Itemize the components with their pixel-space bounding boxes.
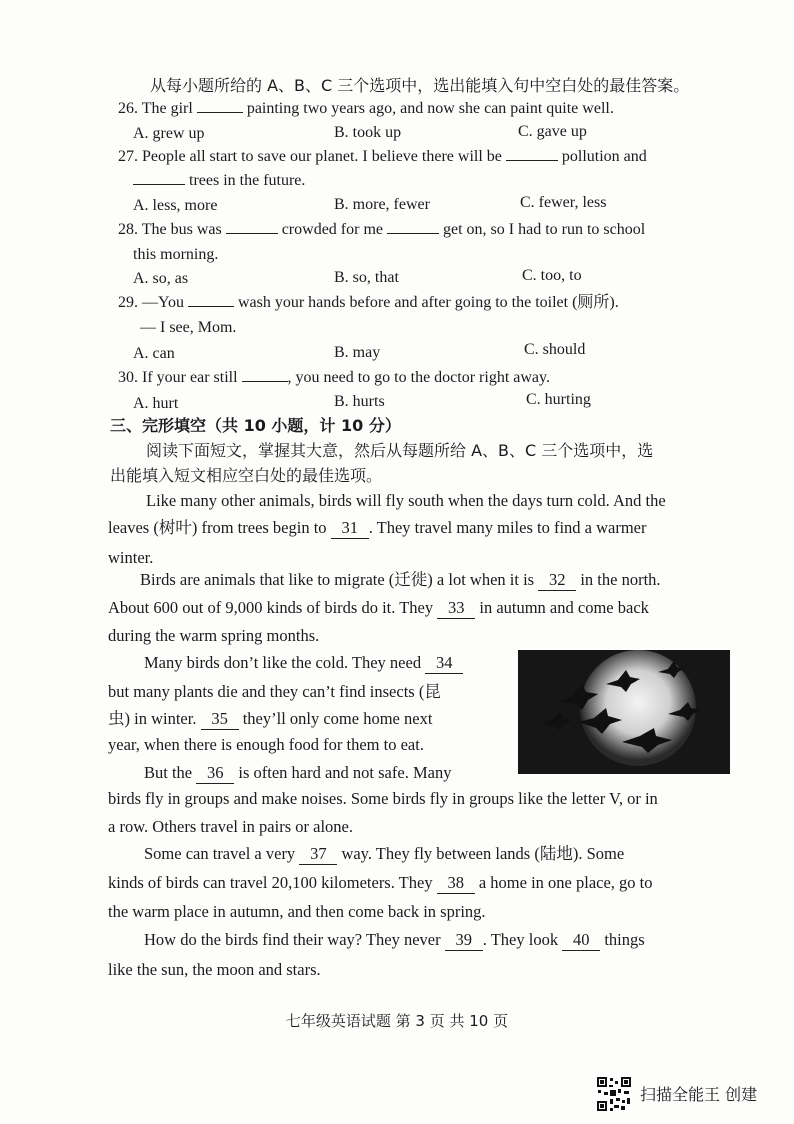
blank	[197, 112, 243, 113]
passage-line: but many plants die and they can’t find insects (昆	[108, 682, 441, 701]
question-27-cont: trees in the future.	[133, 171, 305, 191]
passage-line: leaves (树叶) from trees begin to 31 . They travel many miles to find a warmer	[108, 518, 647, 537]
cloze-instruction-1: 阅读下面短文，掌握其大意，然后从每题所给 A、B、C 三个选项中，选	[146, 441, 654, 460]
q26-option-a: A. grew up	[133, 125, 205, 142]
q28-option-b: B. so, that	[334, 269, 399, 286]
q30-option-a: A. hurt	[133, 395, 179, 412]
photo-drawing	[518, 650, 730, 774]
question-28: 28. The bus was crowded for me get on, so I had to run to school	[118, 221, 646, 238]
q27-option-c: C. fewer, less	[520, 194, 607, 211]
passage-line: year, when there is enough food for them to eat.	[108, 735, 424, 754]
question-28-cont: this morning.	[133, 246, 219, 263]
blank-31: 31	[331, 518, 369, 539]
q26-option-b: B. took up	[334, 124, 402, 141]
section-title: 三、完形填空（共 10 小题，计 10 分）	[110, 416, 401, 435]
qr-drawing	[596, 1076, 632, 1112]
blank	[387, 233, 439, 234]
blank-39: 39	[445, 930, 483, 951]
passage-line: birds fly in groups and make noises. Some birds fly in groups like the letter V, or in	[108, 789, 658, 808]
blank-38: 38	[437, 873, 475, 894]
passage-line: the warm place in autumn, and then come back in spring.	[108, 902, 486, 921]
mc-instruction: 从每小题所给的 A、B、C 三个选项中，选出能填入句中空白处的最佳答案。	[150, 76, 690, 95]
passage-line: About 600 out of 9,000 kinds of birds do it. They 33 in autumn and come back	[108, 598, 649, 617]
blank-37: 37	[299, 844, 337, 865]
q27-option-a: A. less, more	[133, 197, 218, 214]
passage-line: like the sun, the moon and stars.	[108, 960, 321, 979]
blank-36: 36	[196, 763, 234, 784]
passage-line: Some can travel a very 37 way. They fly between lands (陆地). Some	[144, 844, 625, 863]
q28-option-a: A. so, as	[133, 270, 189, 287]
blank-35: 35	[201, 709, 239, 730]
blank	[188, 306, 234, 307]
question-26: 26. The girl painting two years ago, and now she can paint quite well.	[118, 100, 614, 117]
blank	[133, 184, 185, 185]
passage-line: during the warm spring months.	[108, 626, 320, 645]
cloze-instruction-2: 出能填入短文相应空白处的最佳选项。	[110, 466, 383, 485]
q30-option-c: C. hurting	[526, 391, 591, 408]
q29-option-a: A. can	[133, 345, 175, 362]
blank-32: 32	[538, 570, 576, 591]
scanner-brand: 扫描全能王 创建	[640, 1085, 758, 1104]
blank-34: 34	[425, 653, 463, 674]
q30-option-b: B. hurts	[334, 393, 385, 410]
question-27: 27. People all start to save our planet. I believe there will be pollution and	[118, 148, 647, 165]
question-29-reply: — I see, Mom.	[140, 319, 237, 336]
q27-option-b: B. more, fewer	[334, 196, 430, 213]
passage-line: Birds are animals that like to migrate (迁徙) a lot when it is 32 in the north.	[140, 570, 661, 589]
q29-option-b: B. may	[334, 344, 381, 361]
geese-flying-photo	[518, 650, 730, 774]
passage-line: 虫) in winter. 35 they’ll only come home next	[108, 709, 433, 728]
passage-line: a row. Others travel in pairs or alone.	[108, 817, 353, 836]
passage-line: Many birds don’t like the cold. They need 34	[144, 653, 463, 674]
passage-line: But the 36 is often hard and not safe. Many	[144, 763, 452, 782]
qr-code-icon	[596, 1076, 632, 1112]
blank-40: 40	[562, 930, 600, 951]
q28-option-c: C. too, to	[522, 267, 582, 284]
question-30: 30. If your ear still , you need to go to the doctor right away.	[118, 369, 550, 386]
question-29: 29. —You wash your hands before and after going to the toilet (厕所).	[118, 294, 619, 311]
blank-33: 33	[437, 598, 475, 619]
passage-line: winter.	[108, 548, 154, 567]
blank	[506, 160, 558, 161]
passage-line: How do the birds find their way? They never 39 . They look 40 things	[144, 930, 645, 949]
q29-option-c: C. should	[524, 341, 586, 358]
q26-option-c: C. gave up	[518, 123, 587, 140]
blank	[242, 381, 288, 382]
page-footer: 七年级英语试题 第 3 页 共 10 页	[285, 1012, 509, 1030]
passage-line: kinds of birds can travel 20,100 kilometers. They 38 a home in one place, go to	[108, 873, 653, 892]
blank	[226, 233, 278, 234]
passage-line: Like many other animals, birds will fly south when the days turn cold. And the	[146, 491, 666, 510]
